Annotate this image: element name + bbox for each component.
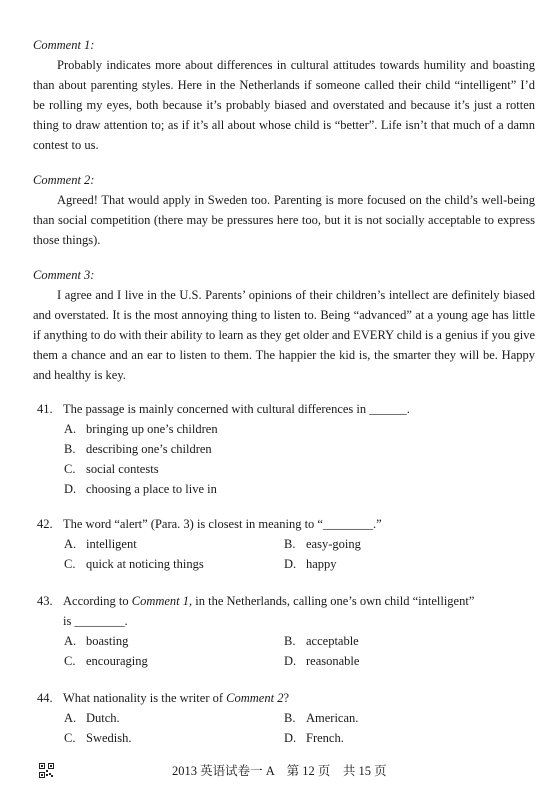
question-text: The passage is mainly concerned with cultural differences in ______. xyxy=(63,402,410,416)
option-a[interactable]: A. intelligent xyxy=(64,537,137,551)
option-c[interactable]: C. quick at noticing things xyxy=(64,557,204,571)
question-44 xyxy=(37,688,537,748)
comment-1-text: Probably indicates more about differences in cultural attitudes towards humility and boasting than about parenting styles. Here in the Netherlands if someone called their child “intelligent” I’d be rolling my eyes, both because it’s probably biased and overstated and because it’s just a rotten thing to draw attention to; as if it’s all about whose child is “better”. Life isn’t that much of a damn contest to us. xyxy=(33,58,535,152)
option-c[interactable]: C. encouraging xyxy=(64,654,148,668)
question-43-stem-continued: is ________. xyxy=(63,614,128,628)
question-number: 44. xyxy=(37,691,53,705)
comment-2-label: Comment 2: xyxy=(33,173,95,187)
question-41-stem xyxy=(37,399,537,419)
option-b[interactable]: B. easy-going xyxy=(284,537,361,551)
question-41 xyxy=(37,399,537,499)
option-b[interactable]: B. acceptable xyxy=(284,634,359,648)
question-number: 42. xyxy=(37,517,53,531)
comment-1-label: Comment 1: xyxy=(33,38,95,52)
comment-1 xyxy=(33,35,535,155)
options-list xyxy=(64,631,537,671)
comment-3-text: I agree and I live in the U.S. Parents’ opinions of their children’s intellect are definitely biased and overstated. It is the most annoying thing to listen to. Being “advanced” at a young age has little if anything to do with their ability to learn as they get older and EVERY child is a genius if you give them a chance and an ear to listen to them. The happier the kid is, the smarter they will be. Happy and healthy is key. xyxy=(33,288,535,382)
option-a[interactable]: A. boasting xyxy=(64,634,129,648)
option-b[interactable]: B. describing one’s children xyxy=(64,442,212,456)
option-b[interactable]: B. American. xyxy=(284,711,359,725)
comment-2-text: Agreed! That would apply in Sweden too. Parenting is more focused on the child’s well-being than social competition (there may be pressures here too, but it is not socially acceptable to express those things). xyxy=(33,193,535,247)
page-footer xyxy=(0,761,550,781)
question-44-stem: 44. What nationality is the writer of Comment 2? xyxy=(37,688,537,708)
comment-3-label: Comment 3: xyxy=(33,268,95,282)
question-42-stem xyxy=(37,514,537,534)
option-a[interactable]: A. bringing up one’s children xyxy=(64,422,218,436)
option-d[interactable]: D. happy xyxy=(284,557,337,571)
question-text: The word “alert” (Para. 3) is closest in meaning to “________.” xyxy=(63,517,382,531)
option-c[interactable]: C. social contests xyxy=(64,462,159,476)
question-number: 43. xyxy=(37,594,53,608)
question-number: 41. xyxy=(37,402,53,416)
question-43 xyxy=(37,591,537,671)
option-d[interactable]: D. French. xyxy=(284,731,344,745)
question-42 xyxy=(37,514,537,574)
comment-3 xyxy=(33,265,535,385)
question-43-stem: 43. According to Comment 1, in the Netherlands, calling one’s own child “intelligent” xyxy=(37,591,537,611)
options-list xyxy=(64,708,537,748)
qr-code-icon xyxy=(39,763,54,778)
option-d[interactable]: D. choosing a place to live in xyxy=(64,482,217,496)
option-c[interactable]: C. Swedish. xyxy=(64,731,132,745)
comment-2 xyxy=(33,170,535,250)
options-list xyxy=(64,419,537,499)
option-a[interactable]: A. Dutch. xyxy=(64,711,120,725)
option-d[interactable]: D. reasonable xyxy=(284,654,360,668)
page-number: 2013 英语试卷一 A 第 12 页 共 15 页 xyxy=(172,764,387,778)
options-list xyxy=(64,534,537,574)
